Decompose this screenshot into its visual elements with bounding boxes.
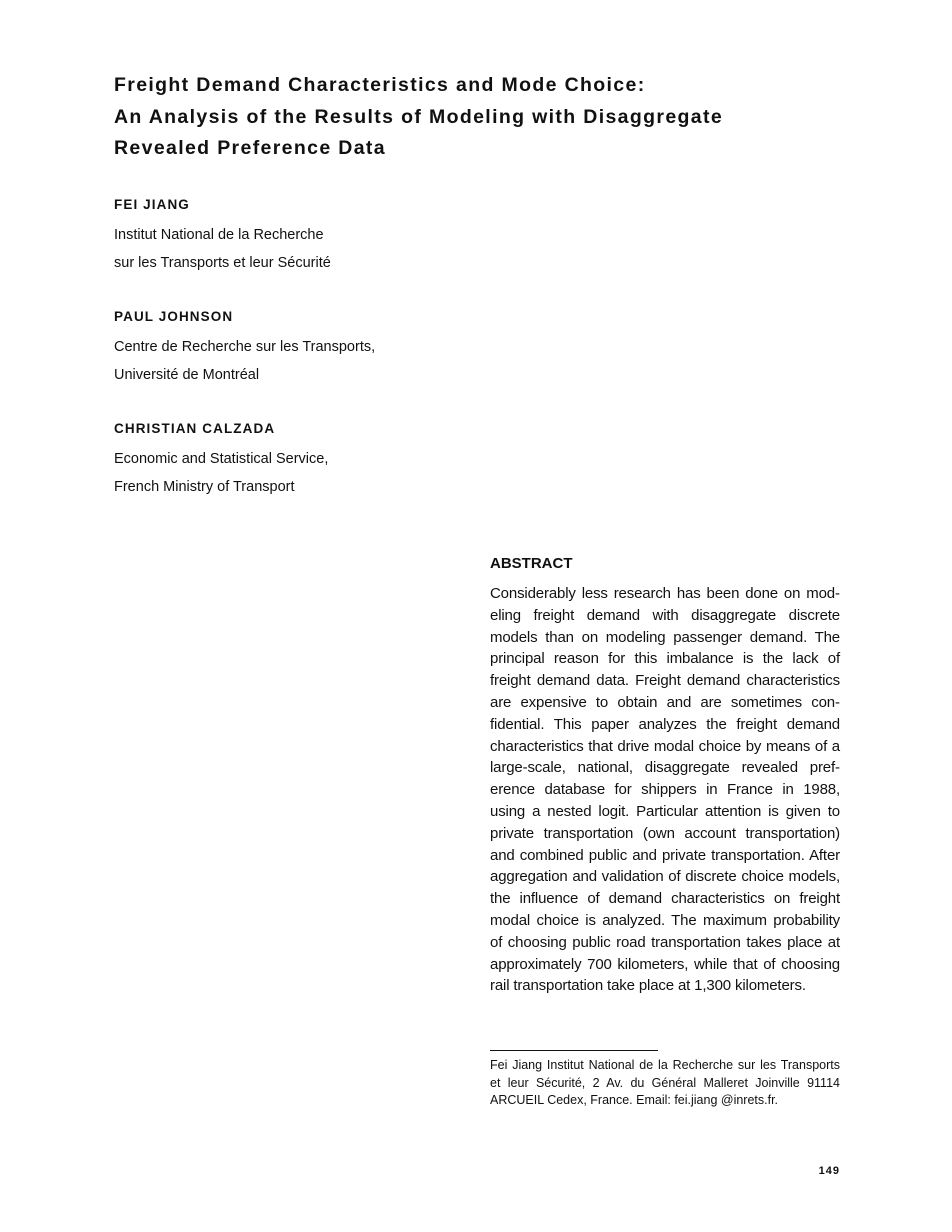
affiliation-line: French Ministry of Transport <box>114 479 295 495</box>
paper-title <box>114 70 814 165</box>
affiliation-line: Université de Montréal <box>114 367 260 383</box>
author-affiliation <box>114 445 494 501</box>
author-affiliation <box>114 221 494 277</box>
author-name: PAUL JOHNSON <box>114 309 234 324</box>
affiliation-line: Institut National de la Recherche <box>114 227 324 243</box>
author-block <box>114 308 494 389</box>
affiliation-line: Economic and Statistical Service, <box>114 451 329 467</box>
abstract-heading: ABSTRACT <box>490 555 573 572</box>
abstract-body: Considerably less research has been done on modeling freight demand with disaggregate discrete models than on modeling passenger demand. The principal reason for this imbalance is the lack of freight demand data. Freight demand characteristics are expensive to obtain and are sometimes confidential. This paper analyzes the freight demand characteristics that drive modal choice by means of a large-scale, national, disaggregate revealed preference database for shippers in France in 1988, using a nested logit. Particular attention is given to private transportation (own account transportation) and combined public and private transportation. After aggregation and validation of discrete choice models, the influence of demand characteristics on freight modal choice is analyzed. The maximum probability of choosing public road transportation takes place at approximately 700 kilometers, while that of choosing rail transportation take place at 1,300 kilometers. <box>490 585 840 995</box>
author-affiliation <box>114 333 494 389</box>
author-block <box>114 196 494 277</box>
affiliation-line: Centre de Recherche sur les Transports, <box>114 339 376 355</box>
footnote-divider <box>490 1050 658 1051</box>
title-line: An Analysis of the Results of Modeling with Disaggregate <box>114 105 724 128</box>
affiliation-line: sur les Transports et leur Sécurité <box>114 255 331 271</box>
footnote: Fei Jiang Institut National de la Recherche sur les Transports et leur Sécurité, 2 Av. du Général Malleret Joinville 91114 ARCUEIL Cedex, France. Email: fei.jiang @inrets.fr. <box>490 1058 840 1107</box>
author-block <box>114 420 494 501</box>
page-number: 149 <box>818 1165 840 1177</box>
title-line: Freight Demand Characteristics and Mode Choice: <box>114 74 646 96</box>
title-line: Revealed Preference Data <box>114 137 386 159</box>
author-name: FEI JIANG <box>114 197 190 212</box>
author-name: CHRISTIAN CALZADA <box>114 421 276 436</box>
